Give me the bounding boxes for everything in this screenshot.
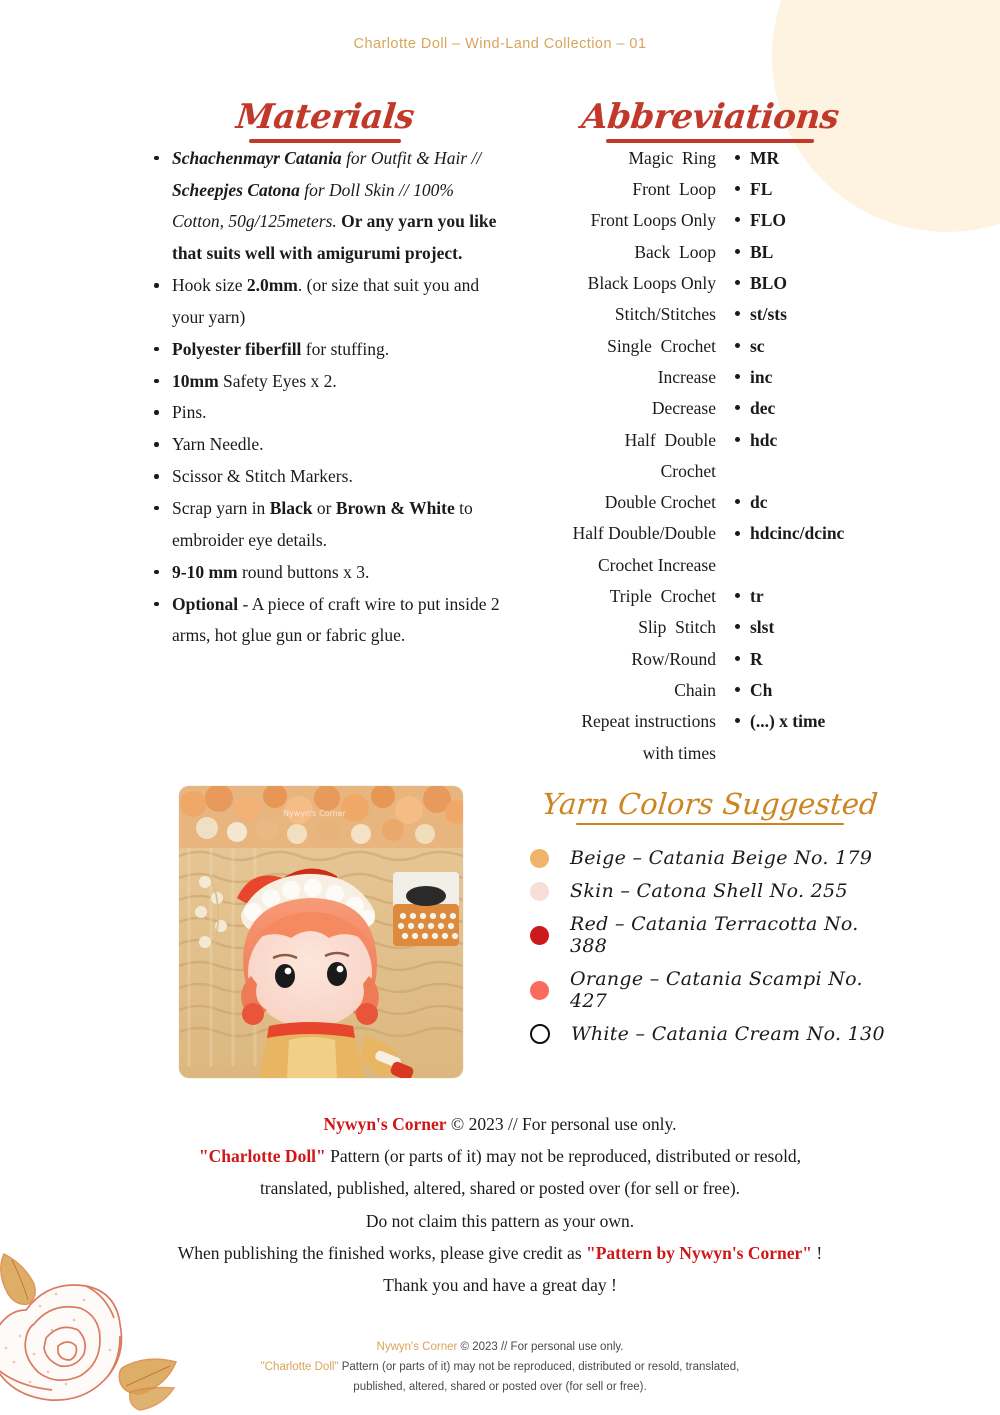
abbreviation-short: MR	[750, 147, 780, 168]
abbreviation-short: st/sts	[750, 304, 787, 325]
material-text: . (or size that suit you and your yarn)	[172, 275, 480, 327]
yarn-color-item	[520, 968, 900, 1012]
abbreviation-term: Triple Crochet	[609, 586, 716, 607]
footer-rest-1: © 2023 // For personal use only.	[457, 1341, 624, 1353]
abbreviation-short: FL	[750, 179, 773, 199]
abbreviation-bullet-icon	[724, 612, 750, 642]
material-text: Schachenmayr Catania	[172, 147, 342, 168]
yarn-color-swatch-icon	[530, 1024, 550, 1044]
yarn-colors-heading-underline	[576, 823, 844, 826]
material-item	[150, 366, 500, 398]
material-text: Scheepjes Catona	[172, 179, 300, 200]
abbreviation-bullet-icon	[724, 205, 750, 235]
abbreviation-row	[520, 550, 900, 581]
abbreviation-row	[520, 362, 900, 393]
yarn-color-label: Skin – Catona Shell No. 255	[570, 880, 848, 903]
material-text: or	[312, 497, 336, 518]
abbreviation-short: BL	[750, 241, 774, 262]
material-item	[150, 334, 500, 366]
yarn-color-label: Red – Catania Terracotta No. 388	[570, 913, 859, 958]
material-text: Or any yarn you like that suits well with amigurumi project.	[172, 211, 497, 264]
abbreviation-bullet-icon	[724, 581, 750, 611]
abbreviation-short: Ch	[750, 680, 773, 700]
abbreviation-row	[520, 706, 900, 737]
abbreviation-short: dec	[750, 398, 776, 419]
abbreviation-term: Decrease	[651, 398, 716, 419]
yarn-color-label: Beige – Catania Beige No. 179	[570, 847, 873, 870]
material-text: 2.0mm	[246, 275, 298, 296]
material-item	[150, 397, 500, 429]
doll-photo	[179, 786, 463, 1078]
materials-heading: Materials	[234, 97, 416, 137]
yarn-color-swatch-icon	[530, 882, 549, 901]
abbreviation-row	[520, 174, 900, 205]
materials-section	[150, 97, 500, 652]
footer-rest-2: Pattern (or parts of it) may not be reproduced, distributed or resold, translated,	[338, 1361, 740, 1374]
abbreviation-short: tr	[750, 586, 764, 607]
page-title: Charlotte Doll – Wind-Land Collection – 01	[353, 36, 647, 52]
yarn-colors-heading: Yarn Colors Suggested	[540, 786, 880, 821]
abbreviation-bullet-icon	[724, 268, 750, 298]
doll-photo-image	[179, 786, 463, 1078]
abbreviation-short: hdc	[750, 429, 778, 450]
abbreviation-row	[520, 675, 900, 706]
material-item	[150, 429, 500, 461]
materials-heading-wrap	[150, 97, 500, 143]
abbreviation-row	[520, 331, 900, 362]
abbreviation-term: Stitch/Stitches	[614, 304, 716, 325]
abbreviation-term: Row/Round	[631, 648, 716, 669]
footer-line-1	[170, 1337, 830, 1357]
copyright-credit-post: !	[812, 1242, 823, 1263]
abbreviation-bullet-icon	[724, 174, 750, 204]
material-text: round buttons x 3.	[237, 561, 370, 582]
material-text: Black	[269, 497, 313, 518]
copyright-line-4: Do not claim this pattern as your own.	[365, 1210, 635, 1231]
abbreviation-bullet-icon	[724, 143, 750, 173]
abbreviation-row	[520, 143, 900, 174]
yarn-color-item	[520, 847, 900, 869]
abbreviation-bullet-icon	[724, 425, 750, 455]
material-text: to embroider eye details.	[172, 497, 473, 550]
abbreviation-bullet-icon	[724, 393, 750, 423]
yarn-color-swatch-icon	[530, 926, 549, 945]
material-text: Hook size	[172, 275, 247, 296]
abbreviation-term: Half Double	[624, 429, 716, 450]
yarn-color-item	[520, 880, 900, 902]
material-item	[150, 270, 500, 334]
abbreviation-row	[520, 518, 900, 549]
abbreviation-term: Magic Ring	[628, 147, 716, 168]
copyright-credit-brand: "Pattern by Nywyn's Corner"	[586, 1242, 813, 1263]
footer-line-2	[170, 1357, 830, 1377]
material-text: Scissor & Stitch Markers.	[172, 466, 353, 487]
material-text: - A piece of craft wire to put inside 2 arms, hot glue gun or fabric glue.	[172, 593, 500, 646]
abbreviation-short: (...) x time	[750, 711, 826, 732]
copyright-line-5	[120, 1237, 880, 1269]
material-text: 10mm	[172, 370, 219, 391]
photo-watermark: Nywyn's Corner	[283, 809, 346, 818]
abbreviation-bullet-icon	[724, 675, 750, 705]
abbreviation-bullet-icon	[724, 706, 750, 736]
material-text: Pins.	[172, 402, 207, 423]
abbreviation-term: Increase	[657, 366, 716, 387]
abbreviation-short: slst	[750, 617, 775, 638]
copyright-line-2	[120, 1140, 880, 1172]
abbreviation-term: Slip Stitch	[638, 617, 716, 638]
abbreviation-short: FLO	[750, 210, 786, 231]
abbreviation-term: Double Crochet	[604, 492, 716, 513]
abbreviation-bullet-icon	[724, 299, 750, 329]
page-footer	[170, 1337, 830, 1397]
copyright-line-1	[120, 1108, 880, 1140]
material-item	[150, 589, 500, 653]
copyright-block	[120, 1108, 880, 1301]
abbreviation-short: inc	[750, 366, 773, 387]
yarn-color-swatch-icon	[530, 849, 549, 868]
abbreviation-short: R	[750, 648, 763, 669]
abbreviation-row	[520, 268, 900, 299]
copyright-credit-pre: When publishing the finished works, please give credit as	[177, 1242, 586, 1263]
copyright-brand-1: Nywyn's Corner	[323, 1114, 447, 1134]
abbreviation-row	[520, 644, 900, 675]
material-text: 9-10 mm	[172, 561, 238, 582]
yarn-colors-heading-wrap	[520, 787, 900, 826]
abbreviations-list	[520, 143, 900, 769]
abbreviation-term: Back Loop	[634, 241, 716, 262]
abbreviation-short: dc	[750, 492, 768, 513]
material-text: Polyester fiberfill	[172, 338, 302, 359]
yarn-color-label: White – Catania Cream No. 130	[571, 1023, 885, 1046]
footer-brand-2: "Charlotte Doll"	[260, 1361, 339, 1374]
material-text: Optional	[172, 593, 239, 614]
abbreviation-term: Repeat instructions	[581, 711, 716, 732]
abbreviation-bullet-icon	[724, 644, 750, 674]
material-item	[150, 493, 500, 557]
yarn-color-label: Orange – Catania Scampi No. 427	[570, 968, 863, 1013]
abbreviations-heading-underline	[606, 139, 814, 143]
material-text: for stuffing.	[301, 338, 390, 359]
copyright-rest-2: Pattern (or parts of it) may not be reproduced, distributed or resold,	[325, 1146, 802, 1167]
abbreviation-bullet-icon	[724, 518, 750, 548]
footer-line-3: published, altered, shared or posted over (for sell or free).	[353, 1381, 647, 1394]
abbreviation-term: Front Loop	[632, 179, 716, 199]
abbreviation-bullet-icon	[724, 487, 750, 517]
abbreviation-row	[520, 487, 900, 518]
abbreviation-short: BLO	[750, 272, 787, 293]
yarn-colors-list	[520, 847, 900, 1045]
material-text: for Doll Skin // 100% Cotton, 50g/125meters.	[172, 179, 454, 232]
abbreviation-row	[520, 738, 900, 769]
yarn-color-swatch-icon	[530, 981, 549, 1000]
material-text: Safety Eyes x 2.	[218, 370, 337, 391]
abbreviation-row	[520, 456, 900, 487]
abbreviation-row	[520, 581, 900, 612]
abbreviation-term: Front Loops Only	[590, 210, 716, 231]
yarn-color-item	[520, 913, 900, 957]
abbreviation-term: with times	[642, 742, 716, 763]
yarn-color-item	[520, 1023, 900, 1045]
materials-list	[150, 143, 500, 653]
material-text: Scrap yarn in	[172, 497, 270, 518]
abbreviation-row	[520, 393, 900, 424]
material-text: for Outfit & Hair //	[341, 147, 482, 168]
abbreviation-term: Crochet Increase	[597, 554, 716, 575]
abbreviation-short: sc	[750, 335, 765, 356]
material-item	[150, 143, 500, 270]
copyright-line-6: Thank you and have a great day !	[383, 1274, 617, 1295]
abbreviation-term: Black Loops Only	[587, 272, 716, 293]
copyright-rest-1: © 2023 // For personal use only.	[446, 1114, 677, 1134]
abbreviation-bullet-icon	[724, 237, 750, 267]
abbreviation-term: Half Double/Double	[572, 523, 716, 544]
abbreviation-row	[520, 612, 900, 643]
abbreviation-term: Chain	[674, 680, 716, 700]
abbreviation-row	[520, 205, 900, 236]
abbreviation-bullet-icon	[724, 331, 750, 361]
abbreviations-heading-wrap	[520, 97, 900, 143]
abbreviation-short: hdcinc/dcinc	[750, 523, 845, 544]
abbreviation-row	[520, 299, 900, 330]
footer-brand-1: Nywyn's Corner	[376, 1341, 458, 1353]
material-item	[150, 557, 500, 589]
abbreviation-term: Single Crochet	[607, 335, 716, 356]
abbreviation-row	[520, 425, 900, 456]
copyright-line-3: translated, published, altered, shared or posted over (for sell or free).	[259, 1178, 741, 1199]
abbreviation-term: Crochet	[660, 460, 716, 481]
yarn-colors-section	[520, 787, 900, 1046]
abbreviation-bullet-icon	[724, 362, 750, 392]
abbreviations-heading: Abbreviations	[579, 97, 841, 137]
material-item	[150, 461, 500, 493]
abbreviation-row	[520, 237, 900, 268]
material-text: Yarn Needle.	[172, 434, 264, 455]
abbreviations-section	[520, 97, 900, 1056]
material-text: Brown & White	[335, 497, 455, 518]
copyright-brand-2: "Charlotte Doll"	[198, 1146, 326, 1167]
